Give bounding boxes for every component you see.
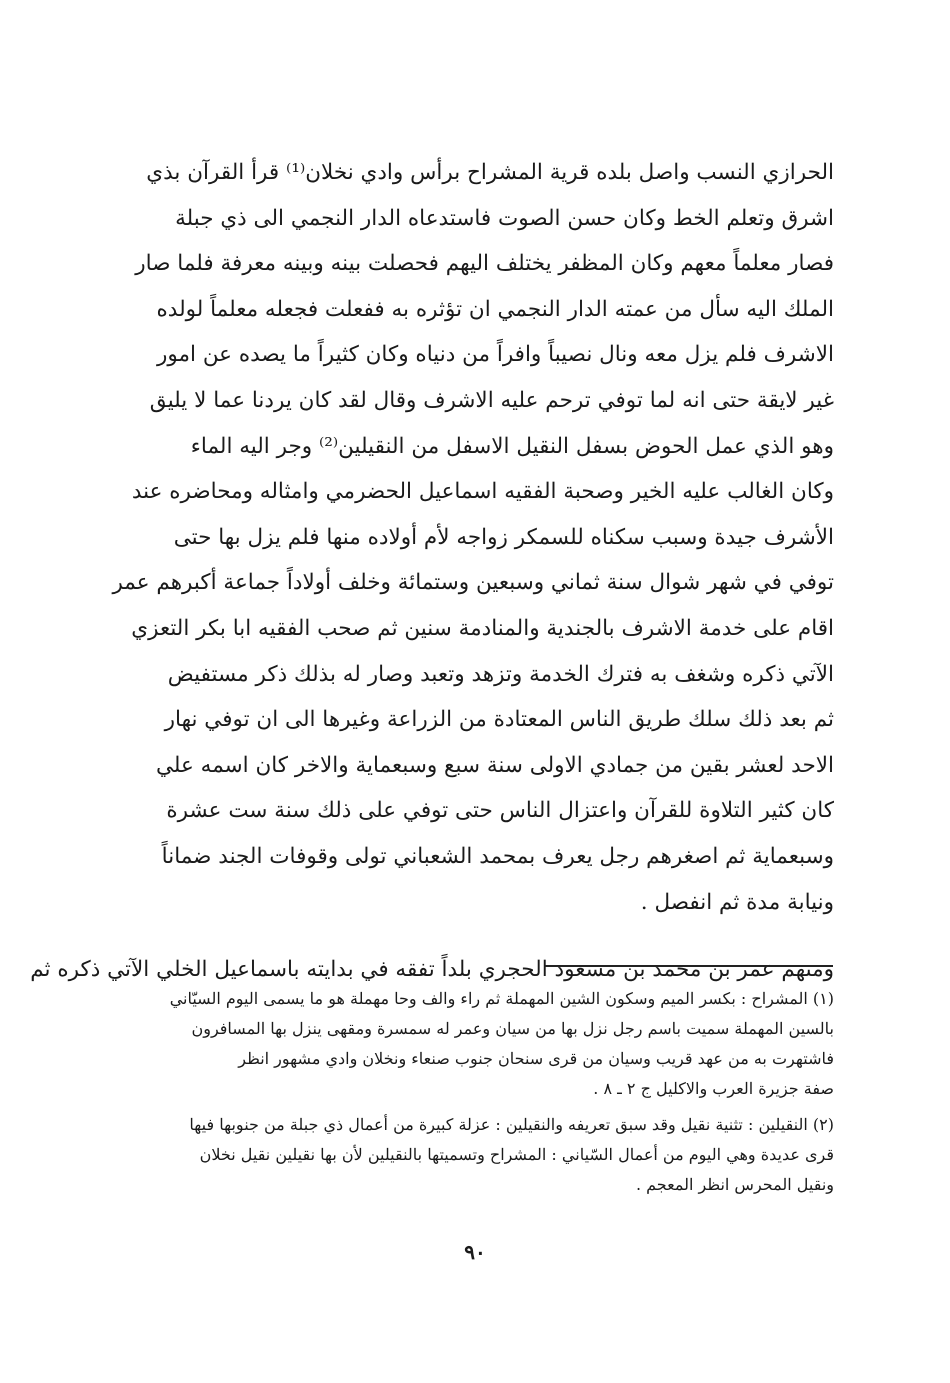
text-line: الاحد لعشر بقين من جمادي الاولى سنة سبع وسبعماية والاخر كان اسمه علي bbox=[155, 752, 834, 778]
text-line: وكان الغالب عليه الخير وصحبة الفقيه اسماعيل الحضرمي وامثاله ومحاضره عند bbox=[131, 479, 834, 505]
footnotes bbox=[118, 984, 834, 1206]
footnote bbox=[118, 984, 834, 1104]
footnote-line: (١) المشراح : بكسر الميم وسكون الشين المهملة ثم راء والف وحا مهملة هو ما يسمى اليوم السيّاني bbox=[169, 989, 834, 1008]
footnote bbox=[118, 1110, 834, 1200]
text-line: الأشرف جيدة وسبب سكناه للسمكر زواجه لأم أولاده منها فلم يزل بها حتى bbox=[173, 524, 834, 550]
text-line: كان كثير التلاوة للقرآن واعتزال الناس حتى توفي على ذلك سنة ست عشرة bbox=[166, 798, 834, 824]
text-line: توفي في شهر شوال سنة ثماني وسبعين وستمائة وخلف أولاداً جماعة أكبرهم عمر bbox=[112, 570, 834, 596]
paragraph-gap bbox=[118, 925, 834, 947]
text-line: الحرازي النسب واصل بلده قرية المشراح برأس وادي نخلان⁽¹⁾ قرأ القرآن بذي bbox=[146, 160, 834, 185]
footnote-line: ونقيل المحرس انظر المعجم . bbox=[635, 1175, 834, 1194]
footnote-separator bbox=[545, 965, 833, 967]
text-line: الملك اليه سأل من عمته الدار النجمي ان تؤثره به ففعلت فجعله معلماً لولده bbox=[156, 296, 834, 322]
text-line: وهو الذي عمل الحوض بسفل النقيل الاسفل من النقيلين⁽²⁾ وجر اليه الماء bbox=[190, 433, 834, 459]
main-text bbox=[30, 150, 834, 993]
text-line: ثم بعد ذلك سلك طريق الناس المعتادة من الزراعة وغيرها الى ان توفي نهار bbox=[164, 707, 834, 733]
text-line: ونيابة مدة ثم انفصل . bbox=[640, 889, 834, 915]
footnote-line: فاشتهرت به من عهد قريب وسيان من قرى سنحان جنوب صنعاء ونخلان وادي مشهور انظر bbox=[238, 1049, 834, 1068]
footnote-line: بالسين المهملة سميت باسم رجل نزل بها من سيان وعمر له سمسرة ومقهى ينزل بها المسافرون bbox=[191, 1019, 834, 1038]
footnote-line: صفة جزيرة العرب والاكليل ج ٢ ـ ٨ . bbox=[593, 1079, 834, 1098]
text-line: الآتي ذكره وشغف به فترك الخدمة وتزهد وتعبد وصار له بذلك ذكر مستفيض bbox=[167, 661, 834, 687]
text-line: فصار معلماً معهم وكان المظفر يختلف اليهم فحصلت بينه وبينه معرفة فلما صار bbox=[135, 251, 834, 277]
footnote-line: قرى عديدة وهي اليوم من أعمال السّياني : المشراح وتسميتها بالنقيلين لأن بها نقيلين نقيل نخلان bbox=[199, 1145, 834, 1164]
text-line: وسبعماية ثم اصغرهم رجل يعرف بمحمد الشعباني تولى وقوفات الجند ضماناً bbox=[161, 843, 834, 869]
text-line: الاشرف فلم يزل معه ونال نصيباً وافراً من دنياه وكان كثيراً ما يصده عن امور bbox=[157, 342, 834, 368]
text-line: اقام على خدمة الاشرف بالجندية والمنادمة سنين ثم صحب الفقيه ابا بكر التعزي bbox=[131, 615, 834, 641]
text-line: غير لايقة حتى انه لما توفي ترحم عليه الاشرف وقال لقد كان يردنا عما لا يليق bbox=[149, 387, 834, 413]
text-line: اشرق وتعلم الخط وكان حسن الصوت فاستدعاه الدار النجمي الى ذي جبلة bbox=[175, 205, 834, 231]
page-number: ٩٠ bbox=[464, 1240, 486, 1264]
footnote-line: (٢) النقيلين : تثنية نقيل وقد سبق تعريفه والنقيلين : عزلة كبيرة من أعمال ذي جبلة من جنوبها فيها bbox=[189, 1115, 834, 1134]
text-line: ومنهم عمر بن محمد بن مسعود الحجري بلداً تفقه في بدايته باسماعيل الخلي الآتي ذكره ثم bbox=[30, 957, 834, 983]
